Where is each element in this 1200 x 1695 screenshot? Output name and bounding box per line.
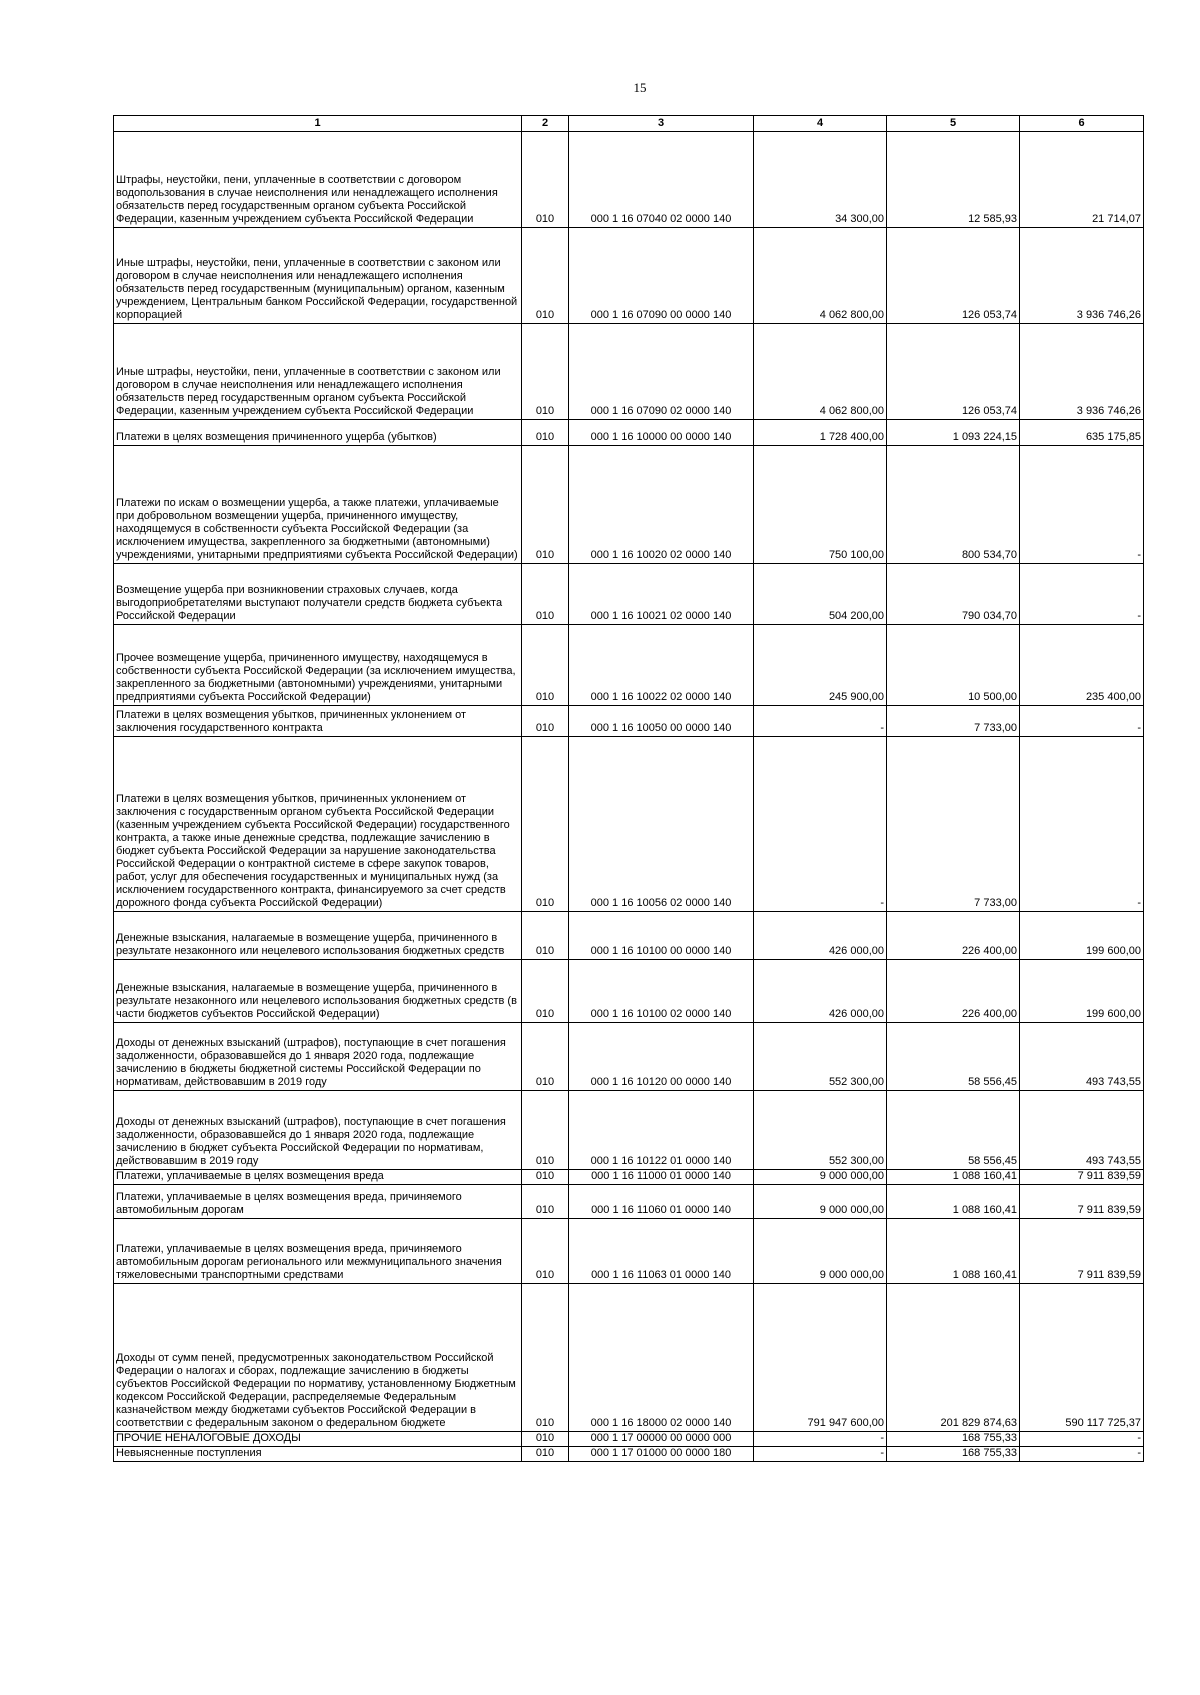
row-line-code-cell: 010 [522,1447,569,1462]
row-line-code-cell: 010 [522,1284,569,1432]
row-executed-cell: 1 088 160,41 [887,1219,1020,1284]
row-executed-cell: 800 534,70 [887,446,1020,564]
row-unexecuted-cell: 21 714,07 [1020,132,1144,228]
row-executed-cell: 1 088 160,41 [887,1170,1020,1185]
row-executed-cell: 168 755,33 [887,1447,1020,1462]
column-header: 4 [754,116,887,132]
row-classifier-code-cell: 000 1 17 00000 00 0000 000 [569,1432,754,1447]
row-line-code-cell: 010 [522,960,569,1023]
row-line-code-cell: 010 [522,1185,569,1219]
row-classifier-code-cell: 000 1 16 10100 02 0000 140 [569,960,754,1023]
row-executed-cell: 201 829 874,63 [887,1284,1020,1432]
row-approved-cell: 9 000 000,00 [754,1219,887,1284]
row-line-code-cell: 010 [522,737,569,912]
row-executed-cell: 58 556,45 [887,1023,1020,1091]
row-executed-cell: 7 733,00 [887,706,1020,737]
row-name-cell: Платежи в целях возмещения убытков, причиненных уклонением от заключения государственного контракта [114,706,522,737]
row-approved-cell: 552 300,00 [754,1091,887,1170]
row-approved-cell: - [754,1447,887,1462]
row-classifier-code-cell: 000 1 16 07090 00 0000 140 [569,228,754,324]
row-line-code-cell: 010 [522,912,569,960]
row-approved-cell: 552 300,00 [754,1023,887,1091]
column-header: 3 [569,116,754,132]
table-row [114,960,1144,1023]
row-name-cell: Платежи по искам о возмещении ущерба, а также платежи, уплачиваемые при добровольном возмещении ущерба, причиненного имуществу, находящемуся в собственности субъекта Российской Федерации (за исключением имущества, закрепленного за бюджетными (автономными) учреждениями, унитарными предприятиями субъекта Российской Федерации) [114,446,522,564]
row-approved-cell: 426 000,00 [754,960,887,1023]
row-classifier-code-cell: 000 1 16 10100 00 0000 140 [569,912,754,960]
table-row [114,1447,1144,1462]
row-unexecuted-cell: 493 743,55 [1020,1023,1144,1091]
table-row [114,132,1144,228]
table-row [114,1284,1144,1432]
row-approved-cell: 9 000 000,00 [754,1170,887,1185]
row-classifier-code-cell: 000 1 16 07040 02 0000 140 [569,132,754,228]
column-number-row [114,116,1144,132]
row-unexecuted-cell: 7 911 839,59 [1020,1185,1144,1219]
row-name-cell: Штрафы, неустойки, пени, уплаченные в соответствии с договором водопользования в случае неисполнения или ненадлежащего исполнения обязательств перед государственным органом субъекта Российской Федерации, казенным учреждением субъекта Российской Федерации [114,132,522,228]
row-unexecuted-cell: 3 936 746,26 [1020,324,1144,420]
row-executed-cell: 226 400,00 [887,960,1020,1023]
row-approved-cell: 34 300,00 [754,132,887,228]
table-row [114,1023,1144,1091]
row-approved-cell: 426 000,00 [754,912,887,960]
row-line-code-cell: 010 [522,625,569,706]
row-unexecuted-cell: - [1020,446,1144,564]
row-classifier-code-cell: 000 1 16 10056 02 0000 140 [569,737,754,912]
row-name-cell: Возмещение ущерба при возникновении страховых случаев, когда выгодоприобретателями выступают получатели средств бюджета субъекта Российской Федерации [114,564,522,625]
row-executed-cell: 10 500,00 [887,625,1020,706]
row-unexecuted-cell: - [1020,706,1144,737]
table-row [114,564,1144,625]
table-row [114,1185,1144,1219]
row-approved-cell: - [754,1432,887,1447]
row-name-cell: Невыясненные поступления [114,1447,522,1462]
table-row [114,420,1144,446]
row-classifier-code-cell: 000 1 16 11063 01 0000 140 [569,1219,754,1284]
row-approved-cell: 791 947 600,00 [754,1284,887,1432]
row-name-cell: Доходы от сумм пеней, предусмотренных законодательством Российской Федерации о налогах и сборах, подлежащие зачислению в бюджеты субъектов Российской Федерации по нормативу, установленному Бюджетным кодексом Российской Федерации, распределяемые Федеральным казначейством между бюджетами субъектов Российской Федерации в соответствии с федеральным законом о федеральном бюджете [114,1284,522,1432]
row-unexecuted-cell: - [1020,564,1144,625]
row-name-cell: Денежные взыскания, налагаемые в возмещение ущерба, причиненного в результате незаконного или нецелевого использования бюджетных средств [114,912,522,960]
table-row [114,737,1144,912]
row-classifier-code-cell: 000 1 16 10120 00 0000 140 [569,1023,754,1091]
table-row [114,1219,1144,1284]
row-classifier-code-cell: 000 1 16 18000 02 0000 140 [569,1284,754,1432]
row-unexecuted-cell: 493 743,55 [1020,1091,1144,1170]
row-classifier-code-cell: 000 1 16 07090 02 0000 140 [569,324,754,420]
table-row [114,1170,1144,1185]
row-classifier-code-cell: 000 1 16 10122 01 0000 140 [569,1091,754,1170]
table-row [114,324,1144,420]
row-classifier-code-cell: 000 1 16 10000 00 0000 140 [569,420,754,446]
revenue-table [113,115,1144,1462]
row-name-cell: Иные штрафы, неустойки, пени, уплаченные в соответствии с законом или договором в случае неисполнения или ненадлежащего исполнения обязательств перед государственным органом субъекта Российской Федерации, казенным учреждением субъекта Российской Федерации [114,324,522,420]
row-approved-cell: 504 200,00 [754,564,887,625]
row-unexecuted-cell: - [1020,737,1144,912]
row-line-code-cell: 010 [522,228,569,324]
row-executed-cell: 58 556,45 [887,1091,1020,1170]
column-header: 5 [887,116,1020,132]
row-line-code-cell: 010 [522,1170,569,1185]
row-name-cell: Денежные взыскания, налагаемые в возмещение ущерба, причиненного в результате незаконного или нецелевого использования бюджетных средств (в части бюджетов субъектов Российской Федерации) [114,960,522,1023]
row-approved-cell: 9 000 000,00 [754,1185,887,1219]
row-approved-cell: - [754,706,887,737]
table-row [114,1432,1144,1447]
table-row [114,912,1144,960]
row-classifier-code-cell: 000 1 16 11060 01 0000 140 [569,1185,754,1219]
row-executed-cell: 1 093 224,15 [887,420,1020,446]
row-name-cell: Платежи, уплачиваемые в целях возмещения вреда, причиняемого автомобильным дорогам [114,1185,522,1219]
row-unexecuted-cell: 199 600,00 [1020,960,1144,1023]
row-classifier-code-cell: 000 1 17 01000 00 0000 180 [569,1447,754,1462]
row-line-code-cell: 010 [522,1432,569,1447]
row-classifier-code-cell: 000 1 16 10050 00 0000 140 [569,706,754,737]
row-executed-cell: 126 053,74 [887,324,1020,420]
row-executed-cell: 126 053,74 [887,228,1020,324]
row-approved-cell: 1 728 400,00 [754,420,887,446]
row-name-cell: Прочее возмещение ущерба, причиненного имуществу, находящемуся в собственности субъекта Российской Федерации (за исключением имущества, закрепленного за бюджетными (автономными) учреждениями, унитарными предприятиями субъекта Российской Федерации) [114,625,522,706]
row-classifier-code-cell: 000 1 16 10021 02 0000 140 [569,564,754,625]
row-classifier-code-cell: 000 1 16 11000 01 0000 140 [569,1170,754,1185]
row-unexecuted-cell: 635 175,85 [1020,420,1144,446]
row-line-code-cell: 010 [522,132,569,228]
row-name-cell: Доходы от денежных взысканий (штрафов), поступающие в счет погашения задолженности, образовавшейся до 1 января 2020 года, подлежащие зачислению в бюджеты бюджетной системы Российской Федерации по нормативам, действовавшим в 2019 году [114,1023,522,1091]
row-executed-cell: 168 755,33 [887,1432,1020,1447]
table-row [114,706,1144,737]
row-line-code-cell: 010 [522,324,569,420]
row-line-code-cell: 010 [522,1091,569,1170]
row-executed-cell: 790 034,70 [887,564,1020,625]
table-row [114,228,1144,324]
row-approved-cell: 750 100,00 [754,446,887,564]
column-header: 2 [522,116,569,132]
row-approved-cell: 4 062 800,00 [754,228,887,324]
row-name-cell: Доходы от денежных взысканий (штрафов), поступающие в счет погашения задолженности, образовавшейся до 1 января 2020 года, подлежащие зачислению в бюджет субъекта Российской Федерации по нормативам, действовавшим в 2019 году [114,1091,522,1170]
row-line-code-cell: 010 [522,1219,569,1284]
row-executed-cell: 1 088 160,41 [887,1185,1020,1219]
row-classifier-code-cell: 000 1 16 10020 02 0000 140 [569,446,754,564]
table-row [114,625,1144,706]
row-line-code-cell: 010 [522,706,569,737]
page-number: 15 [633,80,647,95]
row-approved-cell: 4 062 800,00 [754,324,887,420]
row-approved-cell: 245 900,00 [754,625,887,706]
row-unexecuted-cell: 7 911 839,59 [1020,1170,1144,1185]
table-body [114,132,1144,1462]
row-line-code-cell: 010 [522,420,569,446]
row-name-cell: Платежи, уплачиваемые в целях возмещения вреда, причиняемого автомобильным дорогам регионального или межмуниципального значения тяжеловесными транспортными средствами [114,1219,522,1284]
table-row [114,446,1144,564]
table-row [114,1091,1144,1170]
row-name-cell: Иные штрафы, неустойки, пени, уплаченные в соответствии с законом или договором в случае неисполнения или ненадлежащего исполнения обязательств перед государственным (муниципальным) органом, казенным учреждением, Центральным банком Российской Федерации, государственной корпорацией [114,228,522,324]
row-executed-cell: 7 733,00 [887,737,1020,912]
row-unexecuted-cell: 235 400,00 [1020,625,1144,706]
row-executed-cell: 12 585,93 [887,132,1020,228]
row-unexecuted-cell: - [1020,1447,1144,1462]
row-unexecuted-cell: 590 117 725,37 [1020,1284,1144,1432]
row-executed-cell: 226 400,00 [887,912,1020,960]
row-unexecuted-cell: 3 936 746,26 [1020,228,1144,324]
row-name-cell: ПРОЧИЕ НЕНАЛОГОВЫЕ ДОХОДЫ [114,1432,522,1447]
row-line-code-cell: 010 [522,1023,569,1091]
row-name-cell: Платежи, уплачиваемые в целях возмещения вреда [114,1170,522,1185]
row-unexecuted-cell: 199 600,00 [1020,912,1144,960]
row-name-cell: Платежи в целях возмещения причиненного ущерба (убытков) [114,420,522,446]
row-classifier-code-cell: 000 1 16 10022 02 0000 140 [569,625,754,706]
row-name-cell: Платежи в целях возмещения убытков, причиненных уклонением от заключения с государственным органом субъекта Российской Федерации (казенным учреждением субъекта Российской Федерации) государственного контракта, а также иные денежные средства, подлежащие зачислению в бюджет субъекта Российской Федерации за нарушение законодательства Российской Федерации о контрактной системе в сфере закупок товаров, работ, услуг для обеспечения государственных и муниципальных нужд (за исключением государственного контракта, финансируемого за счет средств дорожного фонда субъекта Российской Федерации) [114,737,522,912]
column-header: 6 [1020,116,1144,132]
row-approved-cell: - [754,737,887,912]
row-line-code-cell: 010 [522,446,569,564]
row-line-code-cell: 010 [522,564,569,625]
row-unexecuted-cell: 7 911 839,59 [1020,1219,1144,1284]
column-header: 1 [114,116,522,132]
row-unexecuted-cell: - [1020,1432,1144,1447]
